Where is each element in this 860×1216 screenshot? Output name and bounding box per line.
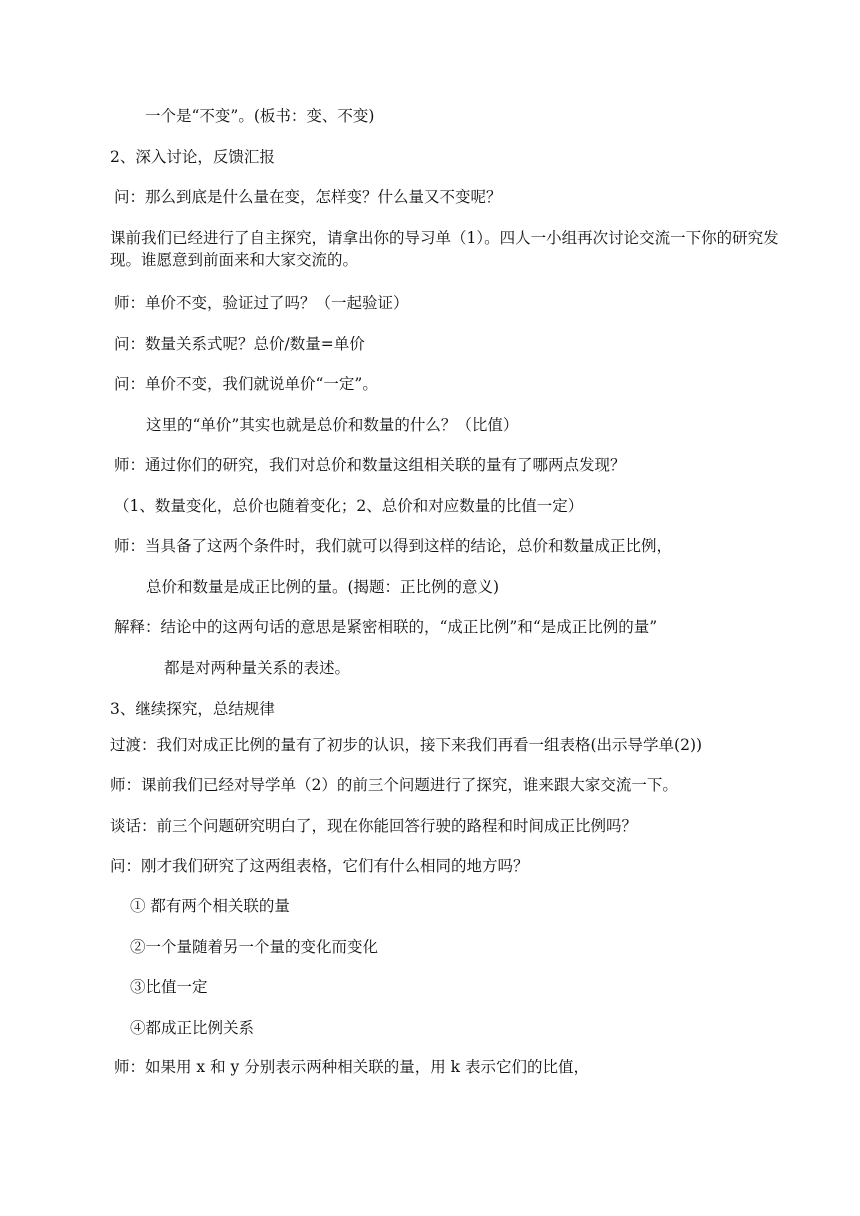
text-line: 问：刚才我们研究了这两组表格，它们有什么相同的地方吗？ xyxy=(110,857,529,875)
text-line: 师：当具备了这两个条件时，我们就可以得到这样的结论，总价和数量成正比例， xyxy=(114,537,673,555)
text-line: 解释：结论中的这两句话的意思是紧密相联的，“成正比例”和“是成正比例的量” xyxy=(114,618,658,636)
text-line: 一个是“不变”。(板书：变、不变) xyxy=(145,107,375,125)
text-line: 过渡：我们对成正比例的量有了初步的认识，接下来我们再看一组表格(出示导学单(2)) xyxy=(110,736,703,754)
text-line: 这里的“单价”其实也就是总价和数量的什么？（比值） xyxy=(146,416,519,434)
text-line: 问：数量关系式呢？总价/数量=单价 xyxy=(114,335,365,353)
text-line: 师：课前我们已经对导学单（2）的前三个问题进行了探究，谁来跟大家交流一下。 xyxy=(110,776,678,794)
text-line: 总价和数量是成正比例的量。(揭题：正比例的意义) xyxy=(146,578,500,596)
text-line: 都是对两种量关系的表述。 xyxy=(164,659,351,677)
text-line: 问：单价不变，我们就说单价“一定”。 xyxy=(114,375,378,393)
text-line: 师：如果用 x 和 y 分别表示两种相关联的量，用 k 表示它们的比值， xyxy=(114,1058,589,1076)
text-line: 师：通过你们的研究，我们对总价和数量这组相关联的量有了哪两点发现？ xyxy=(114,456,626,474)
text-line: （1、数量变化，总价也随着变化；2、总价和对应数量的比值一定） xyxy=(114,497,584,515)
section-heading: 3、继续探究，总结规律 xyxy=(110,700,275,718)
section-heading: 2、深入讨论，反馈汇报 xyxy=(110,148,275,166)
list-item: ① 都有两个相关联的量 xyxy=(130,897,290,915)
paragraph: 课前我们已经进行了自主探究，请拿出你的导习单（1）。四人一小组再次讨论交流一下你的研究发现。谁愿意到前面来和大家交流的。 xyxy=(110,229,779,269)
text-line: 谈话：前三个问题研究明白了，现在你能回答行驶的路程和时间成正比例吗？ xyxy=(110,817,638,835)
list-item: ③比值一定 xyxy=(130,978,208,996)
text-line: 问：那么到底是什么量在变，怎样变？什么量又不变呢？ xyxy=(114,188,502,206)
list-item: ④都成正比例关系 xyxy=(130,1019,255,1037)
text-line: 师：单价不变，验证过了吗？（一起验证） xyxy=(114,294,409,312)
list-item: ②一个量随着另一个量的变化而变化 xyxy=(130,938,379,956)
